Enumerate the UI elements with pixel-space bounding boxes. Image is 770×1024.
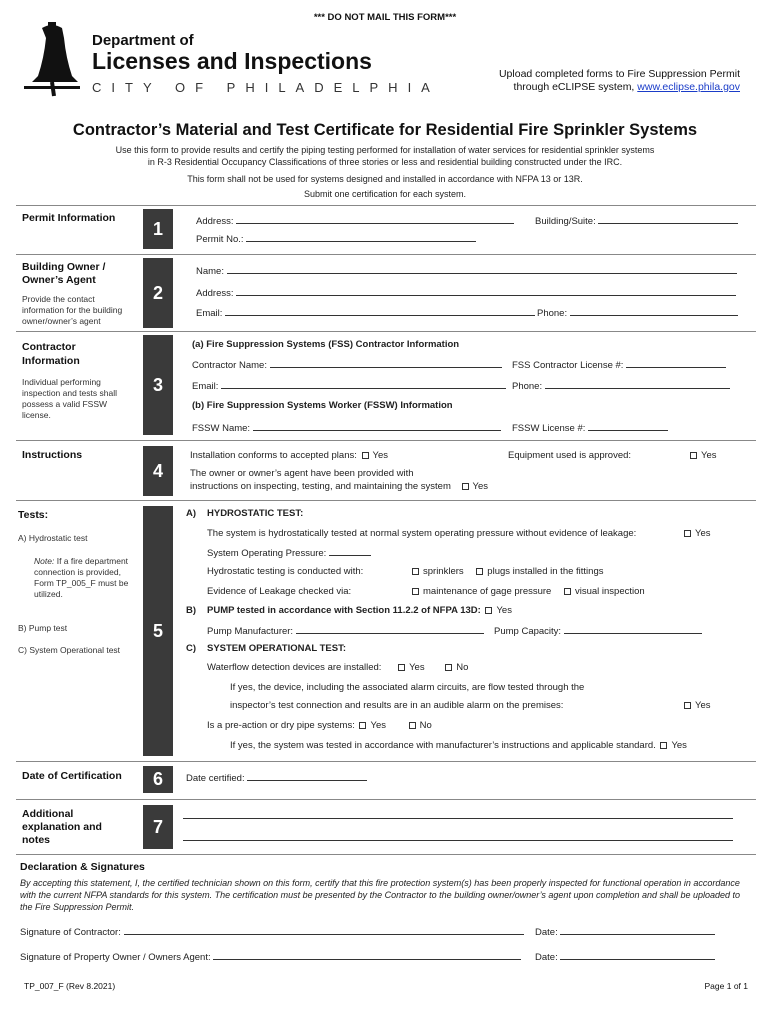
preaction-yes-checkbox[interactable] <box>359 722 366 729</box>
contractor-phone-field[interactable] <box>545 380 730 389</box>
s1-permit-row <box>196 233 476 245</box>
s6-label: Date of Certification <box>22 770 122 782</box>
eclipse-link[interactable]: www.eclipse.phila.gov <box>637 81 740 93</box>
sig-contractor-label: Signature of Contractor: <box>20 927 121 938</box>
do-not-mail-notice: *** DO NOT MAIL THIS FORM*** <box>313 12 457 23</box>
fss-license-label: FSS Contractor License #: <box>512 360 624 371</box>
owner-email-field[interactable] <box>225 307 535 316</box>
s3-b-heading: (b) Fire Suppression Systems Worker (FSSW) Information <box>192 400 453 411</box>
s5-evidence-options <box>410 586 645 597</box>
plugs-checkbox[interactable] <box>476 568 483 575</box>
hydrostatic-heading: HYDROSTATIC TEST <box>207 508 301 519</box>
owner-email-label: Email: <box>196 308 223 319</box>
gage-checkbox[interactable] <box>412 588 419 595</box>
owner-phone-field[interactable] <box>570 307 738 316</box>
s7-label <box>22 808 102 847</box>
s4-equipment-yes <box>688 450 717 461</box>
s5-waterflow-row <box>207 662 468 673</box>
sig-owner-row <box>20 951 521 963</box>
fssw-license-field[interactable] <box>588 422 668 431</box>
intro-line4: Submit one certification for each system. <box>303 189 467 199</box>
sig-owner-date-row <box>535 951 715 963</box>
equipment-label: Equipment used is approved: <box>508 450 632 461</box>
pump-cap-label: Pump Capacity: <box>494 626 562 637</box>
owner-address-field[interactable] <box>236 287 736 296</box>
s5-a-heading: HYDROSTATIC TEST: <box>207 508 304 519</box>
pressure-label: System Operating Pressure: <box>207 548 327 559</box>
s5-pressure-row <box>207 547 371 559</box>
divider <box>16 799 756 800</box>
alarm-yes-label: Yes <box>695 700 711 711</box>
s4-label: Instructions <box>22 449 83 461</box>
s5-b-heading <box>207 605 512 616</box>
address-label: Address: <box>196 216 234 227</box>
manufacturer-yes-checkbox[interactable] <box>660 742 667 749</box>
logo-line3: CITY OF PHILADELPHIA <box>92 80 440 95</box>
s3-a-heading: (a) Fire Suppression Systems (FSS) Contractor Information <box>192 339 460 350</box>
preaction-yes-label: Yes <box>370 720 386 731</box>
s3-fssw-name-row <box>192 422 501 434</box>
owner-phone-label: Phone: <box>537 308 568 319</box>
logo-line1: Department of <box>92 32 194 49</box>
pump-mfr-field[interactable] <box>296 625 484 634</box>
s5-side-b: B) Pump test <box>18 623 68 633</box>
note-label: Note: <box>34 556 55 566</box>
fss-license-field[interactable] <box>626 359 726 368</box>
s1-suite-row <box>535 215 738 227</box>
s5-a-letter: A) <box>186 508 197 519</box>
s5-evidence-row: Evidence of Leakage checked via: <box>207 586 352 597</box>
owner-instructions-label: instructions on inspecting, testing, and maintaining the system <box>190 481 451 492</box>
s5-pump-mfr-row <box>207 625 484 637</box>
form-id: TP_007_F (Rev 8.2021) <box>24 981 116 991</box>
sig-owner-date-label: Date: <box>535 952 558 963</box>
upload-instructions <box>499 68 740 94</box>
owner-name-field[interactable] <box>227 265 737 274</box>
intro-line1: Use this form to provide results and certify the piping testing performed for installation of water services for residential sprinkler systems <box>115 145 655 155</box>
s2-email-row <box>196 307 535 319</box>
owner-instructions-yes-checkbox[interactable] <box>462 483 469 490</box>
visual-label: visual inspection <box>574 586 645 597</box>
leakage-yes-checkbox[interactable] <box>684 530 691 537</box>
s5-ifyes2-row <box>230 740 687 751</box>
pump-mfr-label: Pump Manufacturer: <box>207 626 294 637</box>
divider <box>16 331 756 332</box>
s5-preaction-row <box>207 720 432 731</box>
sig-contractor-date-row <box>535 926 715 938</box>
sig-contractor-date-field[interactable] <box>560 926 715 935</box>
contractor-name-field[interactable] <box>270 359 502 368</box>
s5-alarm-yes <box>682 700 711 711</box>
s2-phone-row <box>537 307 738 319</box>
owner-instructions-yes-label: Yes <box>472 481 489 492</box>
s3-note: Individual performing inspection and tests shall possess a valid FSSW license. <box>22 377 117 420</box>
permit-no-label: Permit No.: <box>196 234 244 245</box>
s4-owner-line2-row <box>190 481 488 492</box>
s3-label <box>22 340 80 368</box>
s2-name-row <box>196 265 737 277</box>
declaration-text: By accepting this statement, I, the certified technician shown on this form, certify that this fire protection system(s) has been properly inspected for functional operation in accordance with the current NFPA standards for this system. The certification must be presented by the Contractor to the building owner/owner’s agent upon completion and shall be uploaded to the Fire Suppression Permit. <box>20 878 741 912</box>
owner-name-label: Name: <box>196 266 224 277</box>
sig-contractor-row <box>20 926 524 938</box>
s2-label <box>22 261 105 287</box>
contractor-email-label: Email: <box>192 381 219 392</box>
s5-ifyes1b: inspector’s test connection and results are in an audible alarm on the premises: <box>230 700 564 711</box>
s3-number: 3 <box>143 335 173 435</box>
s5-side-c: C) System Operational test <box>18 645 121 655</box>
waterflow-yes-checkbox[interactable] <box>398 664 405 671</box>
s3-contractor-row <box>192 359 502 371</box>
s6-number: 6 <box>143 766 173 793</box>
s2-label-line1: Building Owner / <box>22 261 106 273</box>
contractor-email-field[interactable] <box>221 380 506 389</box>
sprinklers-checkbox[interactable] <box>412 568 419 575</box>
s6-date-row <box>186 772 367 784</box>
preaction-label: Is a pre-action or dry pipe systems: <box>207 720 355 731</box>
divider <box>16 854 756 855</box>
pump-cap-field[interactable] <box>564 625 702 634</box>
contractor-phone-label: Phone: <box>512 381 543 392</box>
logo-line2: Licenses and Inspections <box>92 48 372 74</box>
permit-no-field[interactable] <box>246 233 476 242</box>
visual-checkbox[interactable] <box>564 588 571 595</box>
divider <box>16 254 756 255</box>
waterflow-no-checkbox[interactable] <box>445 664 452 671</box>
preaction-no-label: No <box>419 720 432 731</box>
declaration-heading: Declaration & Signatures <box>20 861 145 873</box>
s5-conducted-row: Hydrostatic testing is conducted with: <box>207 566 364 577</box>
s2-label-line2: Owner’s Agent <box>22 274 96 286</box>
s1-label: Permit Information <box>22 212 116 224</box>
notes-line-1[interactable] <box>183 818 733 819</box>
ifyes2-label: If yes, the system was tested in accordance with manufacturer’s instructions and applicable standard. <box>230 740 656 751</box>
s1-number: 1 <box>143 209 173 249</box>
building-suite-label: Building/Suite: <box>535 216 596 227</box>
pump-heading: PUMP tested in accordance with Section 11.2.2 of NFPA 13D: <box>207 605 481 616</box>
s2-note: Provide the contact information for the building owner/owner’s agent <box>22 294 123 326</box>
sig-contractor-date-label: Date: <box>535 927 558 938</box>
s7-label-line3: notes <box>22 834 51 846</box>
preaction-no-checkbox[interactable] <box>409 722 416 729</box>
s5-c-heading: SYSTEM OPERATIONAL TEST: <box>207 643 346 654</box>
sig-owner-field[interactable] <box>213 951 521 960</box>
equipment-yes-checkbox[interactable] <box>690 452 697 459</box>
s5-b-letter: B) <box>186 605 197 616</box>
plans-yes-checkbox[interactable] <box>362 452 369 459</box>
s5-number: 5 <box>143 506 173 756</box>
leakage-yes-label: Yes <box>695 528 711 539</box>
s3-fssw-license-row <box>512 422 668 434</box>
s7-number: 7 <box>143 805 173 849</box>
upload-line2: through eCLIPSE system, <box>513 81 638 93</box>
s4-plans-row <box>190 450 388 461</box>
plugs-label: plugs installed in the fittings <box>487 566 604 577</box>
date-certified-label: Date certified: <box>186 773 245 784</box>
waterflow-yes-label: Yes <box>409 662 425 673</box>
s7-label-line1: Additional <box>22 808 74 820</box>
sprinklers-label: sprinklers <box>423 566 464 577</box>
divider <box>16 500 756 501</box>
fssw-name-field[interactable] <box>253 422 501 431</box>
date-certified-field[interactable] <box>247 772 367 781</box>
s5-conducted-options <box>410 566 603 577</box>
s4-equipment-row <box>508 450 631 461</box>
divider <box>16 761 756 762</box>
divider <box>16 440 756 441</box>
pump-yes-label: Yes <box>496 605 512 616</box>
sig-contractor-field[interactable] <box>124 926 524 935</box>
fssw-license-label: FSSW License #: <box>512 423 586 434</box>
contractor-name-label: Contractor Name: <box>192 360 267 371</box>
s5-ifyes1: If yes, the device, including the associated alarm circuits, are flow tested through the <box>230 682 585 693</box>
s5-a-yes <box>682 528 711 539</box>
s3-label-line1: Contractor <box>22 341 76 353</box>
s5-label: Tests: <box>18 509 49 521</box>
s2-number: 2 <box>143 258 173 328</box>
s7-label-line2: explanation and <box>22 821 102 833</box>
equipment-yes-label: Yes <box>701 450 717 461</box>
s4-number: 4 <box>143 446 173 496</box>
s3-label-line2: Information <box>22 355 80 367</box>
pump-yes-checkbox[interactable] <box>485 607 492 614</box>
s3-phone-row <box>512 380 730 392</box>
s1-address-row <box>196 215 514 227</box>
s5-a-line1: The system is hydrostatically tested at normal system operating pressure without evidence of leakage: <box>207 528 637 539</box>
pressure-field[interactable] <box>329 547 371 556</box>
s5-pump-cap-row <box>494 625 702 637</box>
s5-side-note <box>34 556 134 600</box>
plans-label: Installation conforms to accepted plans: <box>190 450 357 461</box>
intro <box>0 144 770 200</box>
divider <box>16 205 756 206</box>
liberty-bell-logo-icon <box>22 22 82 104</box>
notes-line-2[interactable] <box>183 840 733 841</box>
owner-address-label: Address: <box>196 288 234 299</box>
sig-owner-date-field[interactable] <box>560 951 715 960</box>
manufacturer-yes-label: Yes <box>671 740 687 751</box>
sig-owner-label: Signature of Property Owner / Owners Agent: <box>20 952 211 963</box>
building-suite-field[interactable] <box>598 215 738 224</box>
page-number: Page 1 of 1 <box>704 981 748 991</box>
alarm-yes-checkbox[interactable] <box>684 702 691 709</box>
s3-email-row <box>192 380 506 392</box>
s4-owner-line1: The owner or owner’s agent have been provided with <box>190 468 414 479</box>
gage-label: maintenance of gage pressure <box>423 586 552 597</box>
s5-side-a: A) Hydrostatic test <box>18 533 88 543</box>
page-title: Contractor’s Material and Test Certificate for Residential Fire Sprinkler Systems <box>72 121 698 139</box>
intro-line3: This form shall not be used for systems designed and installed in accordance with NFPA 13 or 13R. <box>187 174 583 184</box>
s2-address-row <box>196 287 736 299</box>
fssw-name-label: FSSW Name: <box>192 423 251 434</box>
upload-line1: Upload completed forms to Fire Suppression Permit <box>498 68 740 80</box>
s3-license-row <box>512 359 726 371</box>
waterflow-label: Waterflow detection devices are installed: <box>207 662 382 673</box>
address-field[interactable] <box>236 215 514 224</box>
waterflow-no-label: No <box>456 662 469 673</box>
intro-line2: in R-3 Residential Occupancy Classifications of three stories or less and residential building constructed under the IRC. <box>147 157 623 167</box>
note-text: If a fire department connection is provided, Form TP_005_F must be utilized. <box>34 556 129 599</box>
s5-c-letter: C) <box>186 643 197 654</box>
plans-yes-label: Yes <box>372 450 389 461</box>
